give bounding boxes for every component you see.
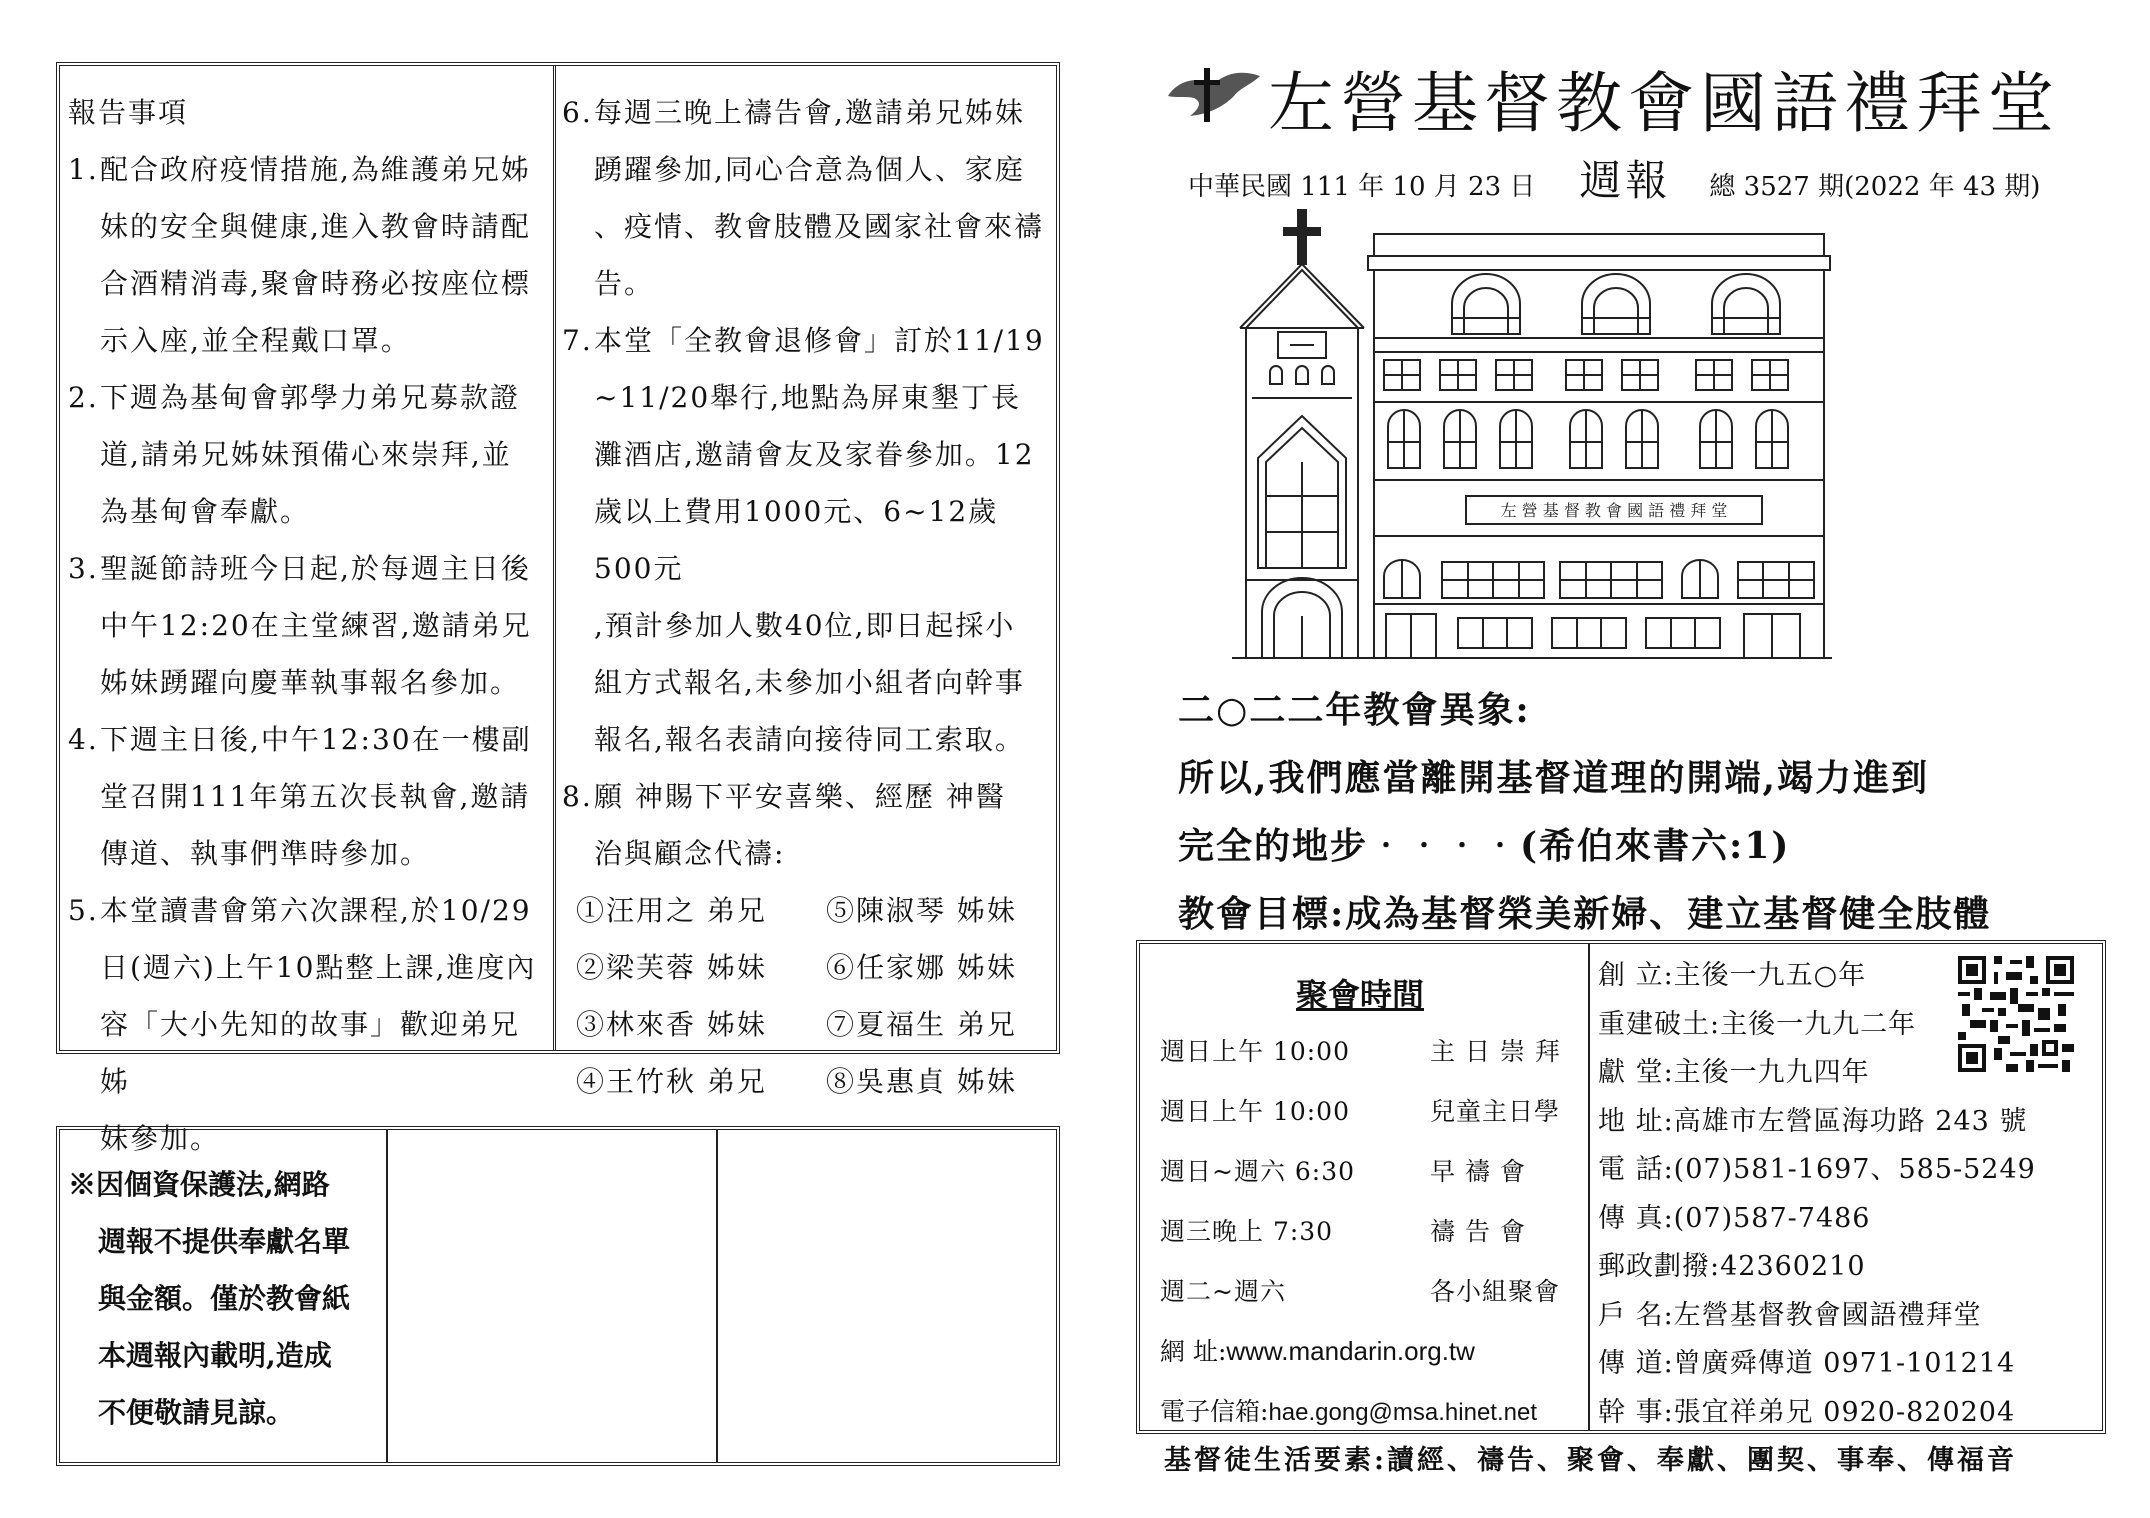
announcement-item: 2. 下週為基甸會郭學力弟兄募款證 (68, 381, 521, 414)
church-building-illustration (1232, 206, 2002, 660)
announcement-item: 4. 下週主日後,中午12:30在一樓副 (68, 723, 532, 756)
meeting-row: 週日上午 10:00 主 日 崇 拜 (1160, 1037, 1561, 1066)
privacy-notice (60, 1130, 388, 1462)
announcement-item: 3. 聖誕節詩班今日起,於每週主日後 (68, 552, 531, 585)
announcement-line: ~11/20舉行,地點為屏東墾丁長 (594, 381, 1022, 414)
vision-line: 所以,我們應當離開基督道理的開端,竭力進到 (1178, 757, 1930, 799)
info-row: 電 話:(07)581-1697、585-5249 (1598, 1154, 2036, 1185)
announcement-line: 示入座,並全程戴口罩。 (100, 324, 411, 357)
privacy-line: 不便敬請見諒。 (98, 1396, 295, 1429)
announcement-line: 妹的安全與健康,進入教會時請配 (100, 210, 531, 243)
prayer-name: ②梁芙蓉 姊妹 (576, 951, 767, 984)
info-row: 幹 事:張宜祥弟兄 0920-820204 (1598, 1396, 2016, 1428)
announcements-box (56, 62, 1060, 1155)
prayer-name: ⑦夏福生 弟兄 (826, 1008, 1017, 1041)
announcements-heading: 報告事項 (68, 96, 189, 129)
info-row: 傳 真:(07)587-7486 (1598, 1202, 1871, 1234)
meeting-row: 週二~週六 各小組聚會 (1160, 1277, 1561, 1306)
privacy-line: 與金額。僅於教會紙 (98, 1282, 351, 1315)
privacy-line: 本週報內載明,造成 (98, 1339, 332, 1372)
info-row: 創 立:主後一九五○年 (1598, 960, 1867, 991)
christian-life-footer: 基督徒生活要素:讀經、禱告、聚會、奉獻、團契、事奉、傳福音 (1164, 1445, 2017, 1476)
announcement-line: 、疫情、教會肢體及國家社會來禱 (594, 210, 1045, 243)
privacy-line: ※因個資保護法,網路 (68, 1168, 330, 1201)
announcement-line: 歲以上費用1000元、6~12歲500元 (594, 495, 999, 585)
announcement-item: 8. 願 神賜下平安喜樂、經歷 神醫 (562, 780, 1006, 813)
announcement-item: 5. 本堂讀書會第六次課程,於10/29 (68, 894, 532, 927)
info-row: 傳 道:曾廣舜傳道 0971-101214 (1598, 1348, 2016, 1379)
announcement-line: 治與顧念代禱: (594, 837, 786, 870)
announcement-line: 傳道、執事們準時參加。 (100, 837, 431, 870)
announcement-line: 日(週六)上午10點整上課,進度內 (100, 951, 537, 984)
meeting-row: 週日~週六 6:30 早 禱 會 (1160, 1157, 1526, 1186)
meeting-times-title: 聚會時間 (1295, 976, 1424, 1014)
info-row: 重建破土:主後一九九二年 (1598, 1008, 1917, 1040)
meeting-row: 週三晚上 7:30 禱 告 會 (1160, 1217, 1526, 1246)
announcement-line: 踴躍參加,同心合意為個人、家庭 (594, 153, 1025, 186)
announcement-line: 組方式報名,未參加小組者向幹事 (594, 666, 1025, 699)
announcement-line: 妹參加。 (100, 1122, 221, 1155)
privacy-line: 週報不提供奉獻名單 (98, 1225, 351, 1258)
announcement-line: 灘酒店,邀請會友及家眷參加。12 (594, 438, 1035, 471)
prayer-name: ③林來香 姊妹 (576, 1008, 767, 1041)
announcements-column-right (556, 66, 1056, 1098)
info-row: 地 址:高雄市左營區海功路 243 號 (1598, 1105, 2028, 1137)
announcement-line: 容「大小先知的故事」歡迎弟兄姊 (100, 1008, 521, 1098)
announcement-item: 1. 配合政府疫情措施,為維護弟兄姊 (68, 153, 531, 186)
vision-statement (1178, 676, 2078, 948)
announcement-line: 姊妹踴躍向慶華執事報名參加。 (100, 666, 521, 699)
info-row: 郵政劃撥:42360210 (1598, 1251, 1866, 1282)
prayer-name: ⑤陳淑琴 姊妹 (826, 894, 1017, 927)
privacy-notice-box (56, 1126, 1060, 1466)
bulletin-issue: 總 3527 期(2022 年 43 期) (1709, 172, 2041, 202)
email-link[interactable]: hae.gong@msa.hinet.net (1268, 1399, 1537, 1426)
prayer-name: ⑧吳惠貞 姊妹 (826, 1065, 1017, 1098)
website: 網 址:www.mandarin.org.tw (1160, 1336, 1475, 1366)
church-logo-icon (1164, 62, 1264, 124)
website-link[interactable]: www.mandarin.org.tw (1226, 1336, 1475, 1366)
prayer-list (562, 882, 1050, 1110)
church-title: 左營基督教會國語禮拜堂 (1268, 65, 2060, 142)
prayer-name: ①汪用之 弟兄 (576, 894, 767, 927)
qr-code-icon[interactable] (1958, 956, 2074, 1072)
meeting-times (1140, 944, 1590, 1430)
announcement-line: 中午12:20在主堂練習,邀請弟兄 (100, 609, 532, 642)
meeting-row: 週日上午 10:00 兒童主日學 (1160, 1097, 1561, 1126)
prayer-name: ⑥任家娜 姊妹 (826, 951, 1017, 984)
bulletin-dateline (1188, 148, 2040, 208)
announcement-line: 合酒精消毒,聚會時務必按座位標 (100, 267, 531, 300)
announcements-column-left (60, 66, 556, 1155)
announcement-line: 告。 (594, 267, 655, 300)
church-info (1590, 944, 2102, 1430)
announcement-line: 為基甸會奉獻。 (100, 495, 311, 528)
info-row: 獻 堂:主後一九九四年 (1598, 1057, 1870, 1088)
empty-cell (388, 1130, 718, 1462)
email: 電子信箱:hae.gong@msa.hinet.net (1160, 1397, 1537, 1426)
announcement-line: 道,請弟兄姊妹預備心來崇拜,並 (100, 438, 512, 471)
announcement-line: 堂召開111年第五次長執會,邀請 (100, 780, 531, 813)
announcement-line: 報名,報名表請向接待同工索取。 (594, 723, 1025, 756)
prayer-name: ④王竹秋 弟兄 (576, 1065, 767, 1098)
info-box (1136, 940, 2106, 1434)
info-row: 戶 名:左營基督教會國語禮拜堂 (1598, 1299, 1982, 1331)
vision-heading: 二○二二年教會異象: (1178, 689, 1531, 731)
church-goal: 教會目標:成為基督榮美新婦、建立基督健全肢體 (1178, 893, 1992, 935)
bulletin-date: 中華民國 111 年 10 月 23 日 (1188, 172, 1536, 202)
vision-line: 完全的地步‧‧‧‧(希伯來書六:1) (1178, 825, 1791, 867)
bulletin-label: 週報 (1579, 156, 1672, 205)
announcement-line: ,預計參加人數40位,即日起採小 (594, 609, 1016, 642)
announcement-item: 7. 本堂「全教會退修會」訂於11/19 (562, 324, 1045, 357)
building-sign: 左 營 基 督 教 會 國 語 禮 拜 堂 (1500, 501, 1728, 520)
announcement-item: 6. 每週三晚上禱告會,邀請弟兄姊妹 (562, 96, 1025, 129)
